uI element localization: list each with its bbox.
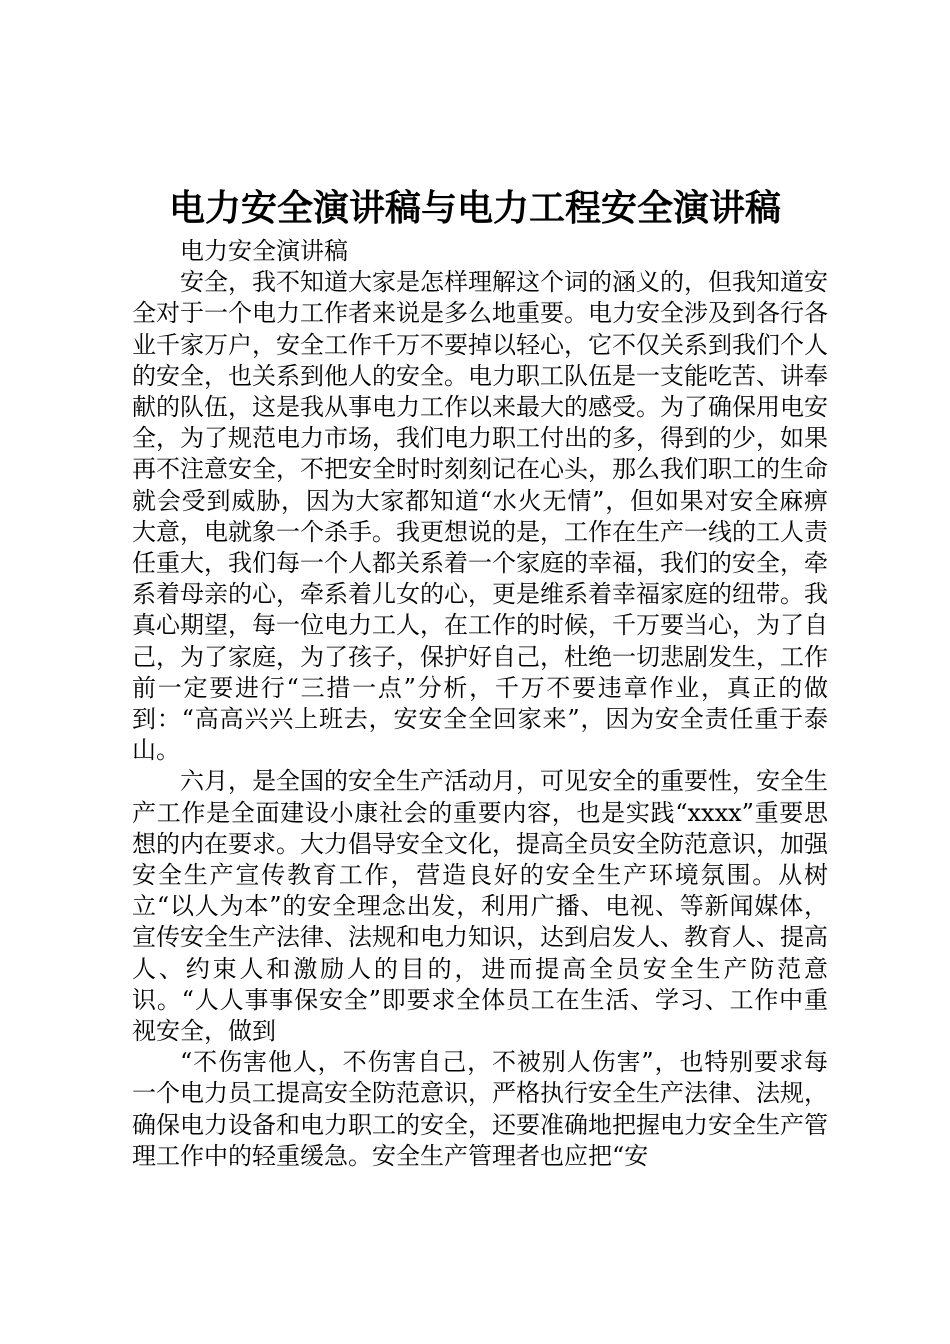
document-subtitle: 电力安全演讲稿 — [180, 237, 348, 265]
document-body — [132, 236, 828, 1172]
body-paragraph: “不伤害他人，不伤害自己，不被别人伤害”，也特别要求每一个电力员工提高安全防范意识，严格执行安全生产法律、法规，确保电力设备和电力职工的安全，还要准确地把握电力安全生产管理工作中的轻重缓急。安全生产管理者也应把“安 — [132, 1048, 828, 1170]
body-paragraph: 安全，我不知道大家是怎样理解这个词的涵义的，但我知道安全对于一个电力工作者来说是多么地重要。电力安全涉及到各行各业千家万户，安全工作千万不要掉以轻心，它不仅关系到我们个人的安全，也关系到他人的安全。电力职工队伍是一支能吃苦、讲奉献的队伍，这是我从事电力工作以来最大的感受。为了确保用电安全，为了规范电力市场，我们电力职工付出的多，得到的少，如果再不注意安全，不把安全时时刻刻记在心头，那么我们职工的生命就会受到威胁，因为大家都知道“水火无情”，但如果对安全麻痹大意，电就象一个杀手。我更想说的是，工作在生产一线的工人责任重大，我们每一个人都关系着一个家庭的幸福，我们的安全，牵系着母亲的心，牵系着儿女的心，更是维系着幸福家庭的纽带。我真心期望，每一位电力工人，在工作的时候，千万要当心，为了自己，为了家庭，为了孩子，保护好自己，杜绝一切悲剧发生，工作前一定要进行“三措一点”分析，千万不要违章作业，真正的做到：“高高兴兴上班去，安安全全回家来”，因为安全责任重于泰山。 — [132, 268, 828, 765]
document-title: 电力安全演讲稿与电力工程安全演讲稿 — [168, 188, 781, 229]
body-paragraph: 六月，是全国的安全生产活动月，可见安全的重要性，安全生产工作是全面建设小康社会的重要内容，也是实践“xxxx”重要思想的内在要求。大力倡导安全文化，提高全员安全防范意识，加强安全生产宣传教育工作，营造良好的安全生产环境氛围。从树立“以人为本”的安全理念出发，利用广播、电视、等新闻媒体，宣传安全生产法律、法规和电力知识，达到启发人、教育人、提高人、约束人和激励人的目的，进而提高全员安全生产防范意识。“人人事事保安全”即要求全体员工在生活、学习、工作中重视安全，做到 — [132, 767, 828, 1046]
